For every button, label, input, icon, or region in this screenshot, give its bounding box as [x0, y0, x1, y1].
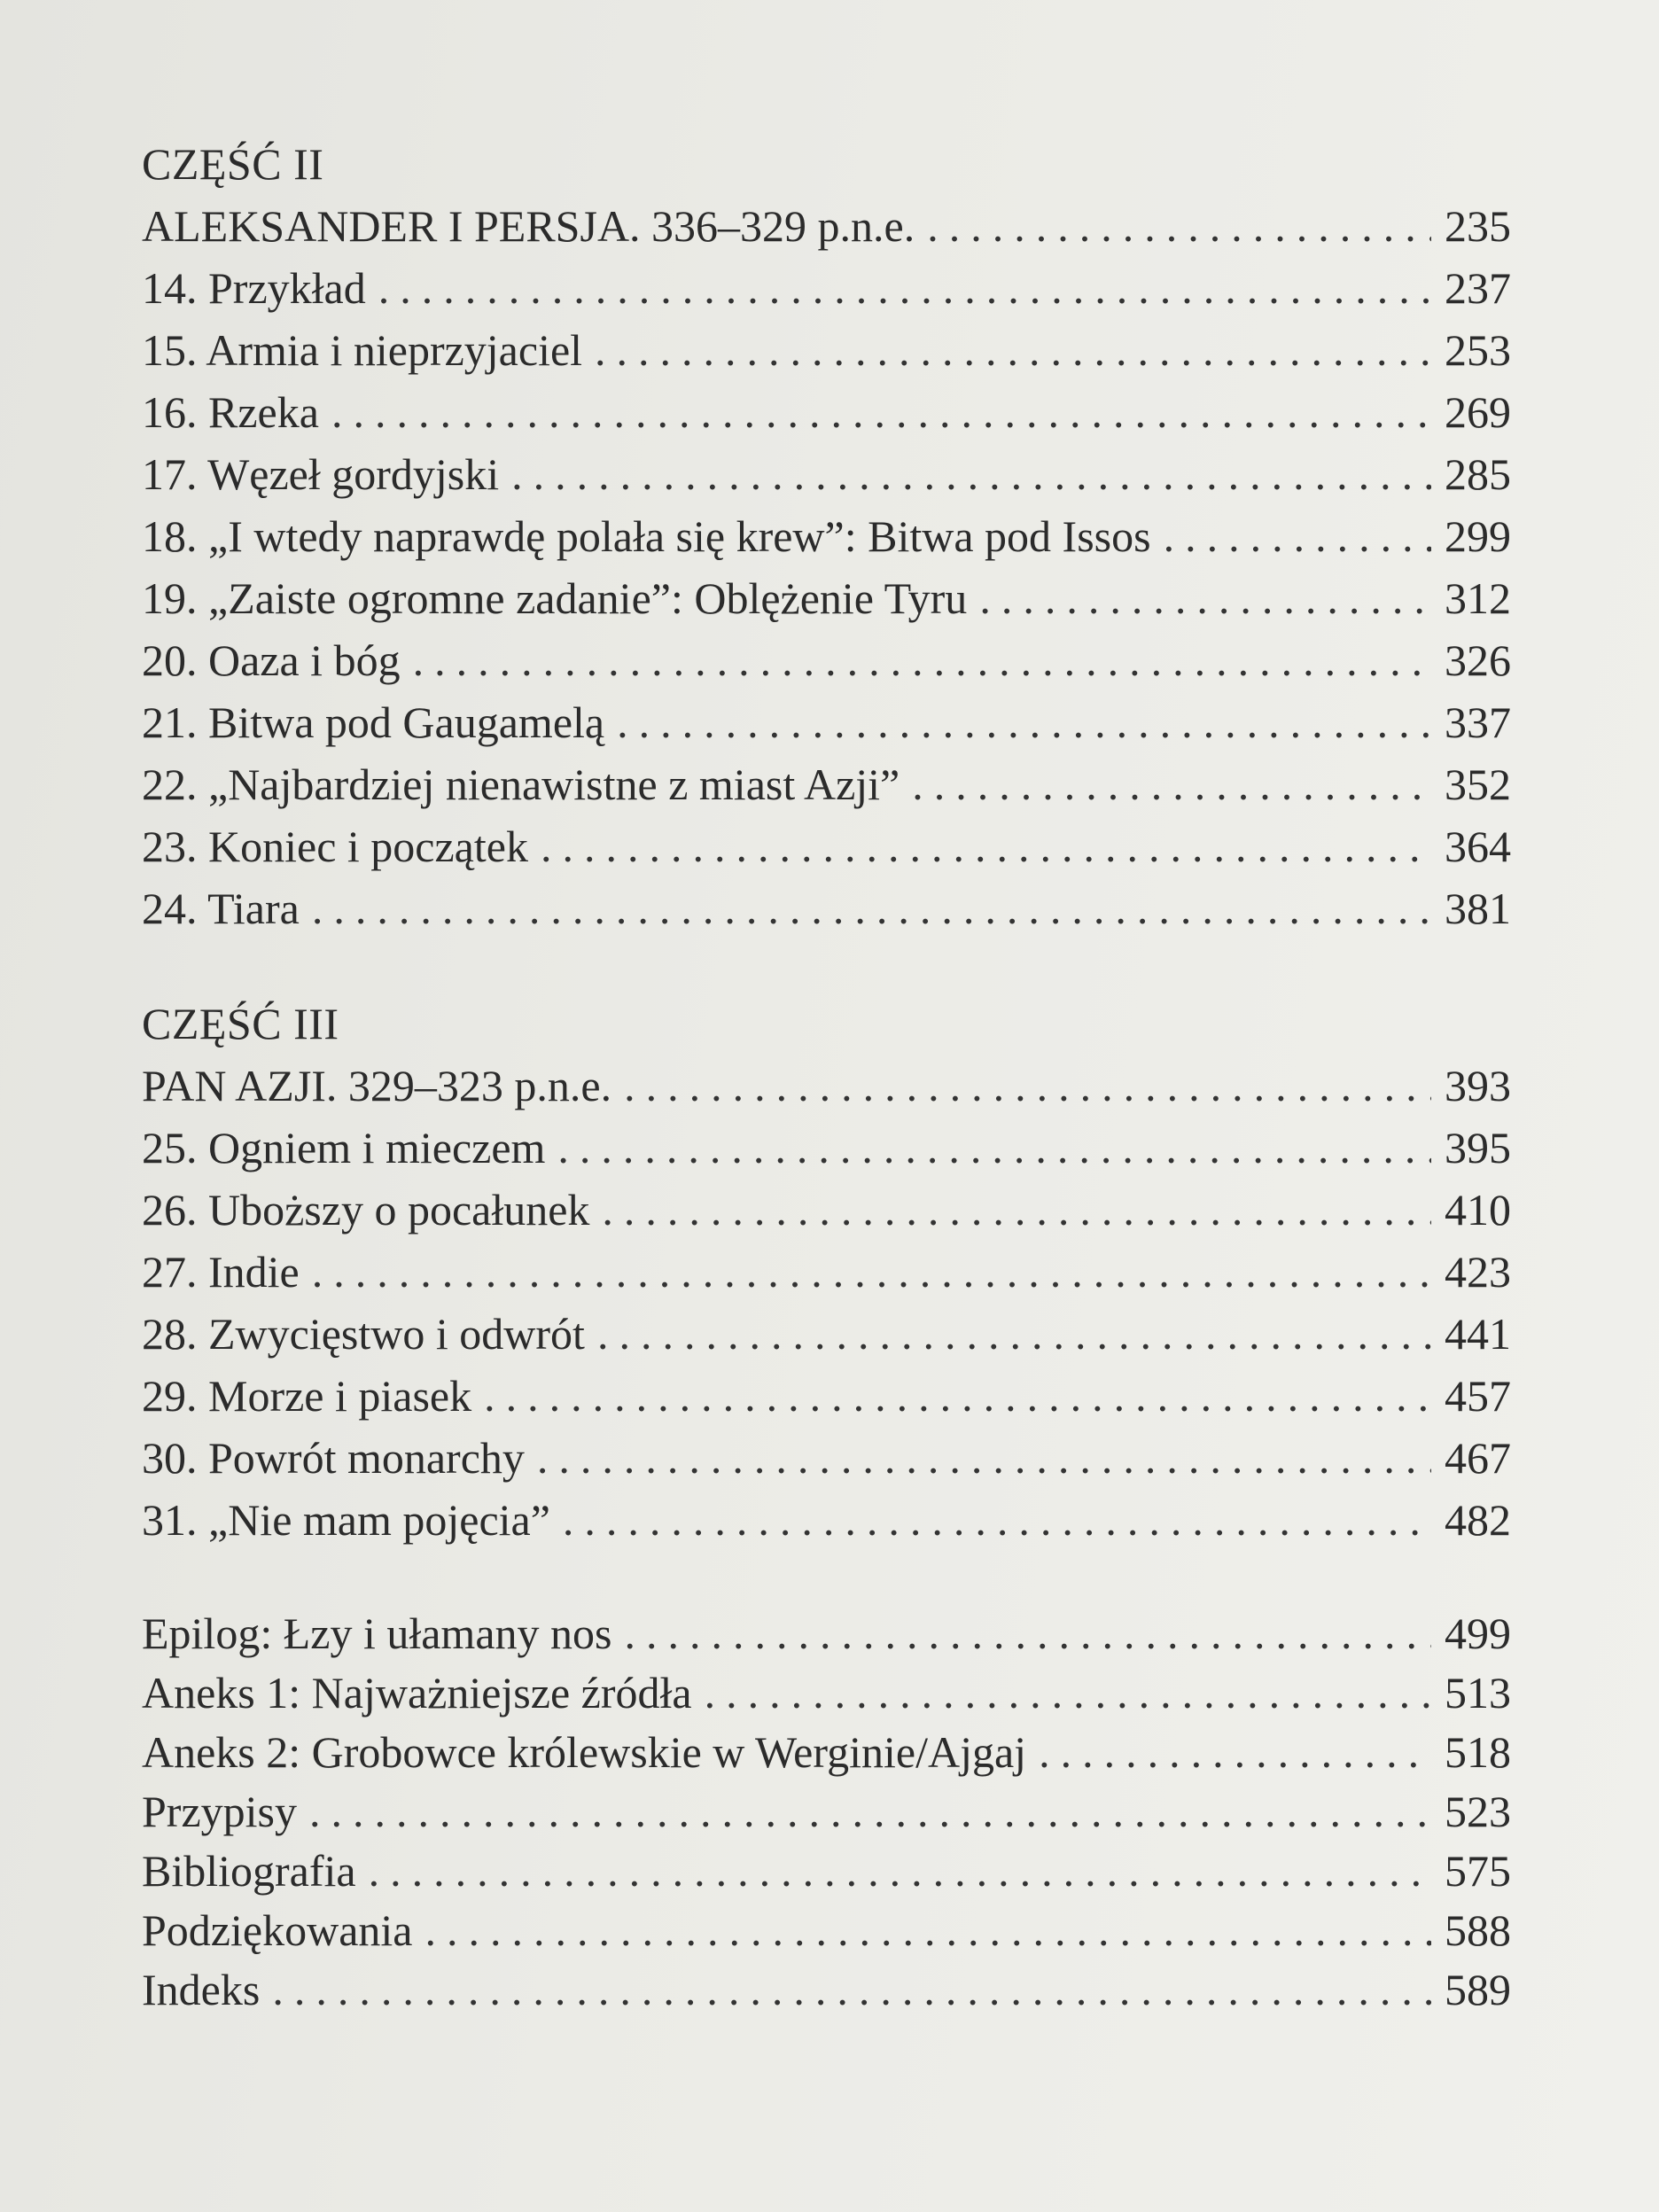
dot-leader: [378, 257, 1431, 319]
entry-title: Podziękowania: [142, 1905, 413, 1955]
entry-page-number: 499: [1445, 1608, 1511, 1658]
toc-entry: [142, 195, 1511, 257]
dot-leader: [927, 195, 1431, 257]
dot-leader: [979, 567, 1431, 629]
toc-entry: [142, 319, 1511, 381]
entry-title: 14. Przykład: [142, 263, 366, 313]
entry-title: 22. „Najbardziej nienawistne z miast Azji”: [142, 759, 900, 809]
entry-page-number: 312: [1445, 573, 1511, 623]
entry-page-number: 482: [1445, 1495, 1511, 1545]
entry-page-number: 423: [1445, 1247, 1511, 1297]
entry-title: 27. Indie: [142, 1247, 300, 1297]
dot-leader: [369, 1842, 1431, 1901]
dot-leader: [624, 1604, 1431, 1663]
toc-entry: [142, 753, 1511, 815]
entry-title: Epilog: Łzy i ułamany nos: [142, 1608, 612, 1658]
entry-page-number: 393: [1445, 1061, 1511, 1110]
table-of-contents: [142, 133, 1511, 2073]
entry-title: 15. Armia i nieprzyjaciel: [142, 325, 583, 375]
toc-entry: [142, 381, 1511, 443]
entry-title: 23. Koniec i początek: [142, 822, 528, 871]
entry-page-number: 381: [1445, 884, 1511, 933]
toc-entry: [142, 1604, 1511, 1663]
toc-entry: [142, 877, 1511, 939]
toc-entry: [142, 1723, 1511, 1782]
entry-page-number: 364: [1445, 822, 1511, 871]
entry-title: Aneks 2: Grobowce królewskie w Werginie/Ajgaj: [142, 1727, 1027, 1777]
toc-entry: [142, 629, 1511, 691]
dot-leader: [563, 1489, 1431, 1551]
entry-page-number: 410: [1445, 1185, 1511, 1235]
entry-page-number: 352: [1445, 759, 1511, 809]
toc-entry: [142, 1489, 1511, 1551]
entry-page-number: 523: [1445, 1787, 1511, 1836]
dot-leader: [602, 1179, 1431, 1241]
dot-leader: [595, 319, 1431, 381]
toc-entry: [142, 505, 1511, 567]
toc-entry: [142, 257, 1511, 319]
entry-title: 17. Węzeł gordyjski: [142, 449, 500, 499]
entry-title: 26. Uboższy o pocałunek: [142, 1185, 590, 1235]
toc-entry: [142, 1960, 1511, 2020]
entry-title: Aneks 1: Najważniejsze źródła: [142, 1668, 692, 1717]
entry-title: 16. Rzeka: [142, 387, 319, 437]
entry-title: ALEKSANDER I PERSJA. 336–329 p.n.e.: [142, 201, 915, 251]
dot-leader: [537, 1427, 1431, 1489]
dot-leader: [413, 629, 1431, 691]
entry-title: 29. Morze i piasek: [142, 1371, 472, 1421]
entry-page-number: 235: [1445, 201, 1511, 251]
entry-title: 19. „Zaiste ogromne zadanie”: Oblężenie Tyru: [142, 573, 968, 623]
entry-page-number: 441: [1445, 1309, 1511, 1359]
dot-leader: [597, 1303, 1431, 1365]
entry-page-number: 269: [1445, 387, 1511, 437]
entry-page-number: 285: [1445, 449, 1511, 499]
toc-entry: [142, 1179, 1511, 1241]
entry-page-number: 589: [1445, 1965, 1511, 2014]
entry-page-number: 337: [1445, 697, 1511, 747]
toc-entry: [142, 1241, 1511, 1303]
entry-page-number: 395: [1445, 1123, 1511, 1172]
entry-title: 31. „Nie mam pojęcia”: [142, 1495, 550, 1545]
toc-entry: [142, 815, 1511, 877]
entry-page-number: 237: [1445, 263, 1511, 313]
entry-title: 24. Tiara: [142, 884, 300, 933]
toc-entry: [142, 1663, 1511, 1723]
entry-title: 25. Ogniem i mieczem: [142, 1123, 546, 1172]
dot-leader: [272, 1960, 1431, 2020]
entry-page-number: 457: [1445, 1371, 1511, 1421]
dot-leader: [617, 691, 1431, 753]
toc-entry: [142, 1117, 1511, 1179]
entry-title: 21. Bitwa pod Gaugamelą: [142, 697, 605, 747]
dot-leader: [484, 1365, 1431, 1427]
dot-leader: [424, 1901, 1431, 1960]
entry-page-number: 513: [1445, 1668, 1511, 1717]
toc-entry: [142, 1365, 1511, 1427]
entry-title: 20. Oaza i bóg: [142, 635, 401, 685]
toc-entry: [142, 1427, 1511, 1489]
dot-leader: [511, 443, 1431, 505]
entry-title: 30. Powrót monarchy: [142, 1433, 525, 1483]
toc-entry: [142, 1055, 1511, 1117]
toc-entry: [142, 691, 1511, 753]
dot-leader: [312, 877, 1431, 939]
toc-entry: [142, 567, 1511, 629]
dot-leader: [1039, 1723, 1431, 1782]
part-2-section: [142, 133, 1511, 939]
entry-title: Bibliografia: [142, 1846, 356, 1896]
toc-entry: [142, 1782, 1511, 1842]
entry-title: 18. „I wtedy naprawdę polała się krew”: Bitwa pod Issos: [142, 511, 1151, 561]
entry-page-number: 467: [1445, 1433, 1511, 1483]
entry-page-number: 575: [1445, 1846, 1511, 1896]
entry-title: Indeks: [142, 1965, 261, 2014]
back-matter-section: [142, 1604, 1511, 2020]
dot-leader: [705, 1663, 1431, 1723]
entry-page-number: 588: [1445, 1905, 1511, 1955]
toc-entry: [142, 443, 1511, 505]
toc-entry: [142, 1303, 1511, 1365]
dot-leader: [541, 815, 1431, 877]
toc-entry: [142, 1901, 1511, 1960]
dot-leader: [1164, 505, 1431, 567]
entry-title: Przypisy: [142, 1787, 297, 1836]
toc-entry: [142, 1842, 1511, 1901]
part-3-section: [142, 993, 1511, 1551]
entry-page-number: 299: [1445, 511, 1511, 561]
entry-title: PAN AZJI. 329–323 p.n.e.: [142, 1061, 612, 1110]
entry-title: 28. Zwycięstwo i odwrót: [142, 1309, 585, 1359]
dot-leader: [331, 381, 1431, 443]
dot-leader: [309, 1782, 1431, 1842]
part-heading: CZĘŚĆ II: [142, 139, 324, 189]
dot-leader: [912, 753, 1431, 815]
dot-leader: [557, 1117, 1431, 1179]
part-heading: CZĘŚĆ III: [142, 999, 339, 1048]
entry-page-number: 518: [1445, 1727, 1511, 1777]
entry-page-number: 326: [1445, 635, 1511, 685]
dot-leader: [312, 1241, 1431, 1303]
dot-leader: [624, 1055, 1431, 1117]
entry-page-number: 253: [1445, 325, 1511, 375]
